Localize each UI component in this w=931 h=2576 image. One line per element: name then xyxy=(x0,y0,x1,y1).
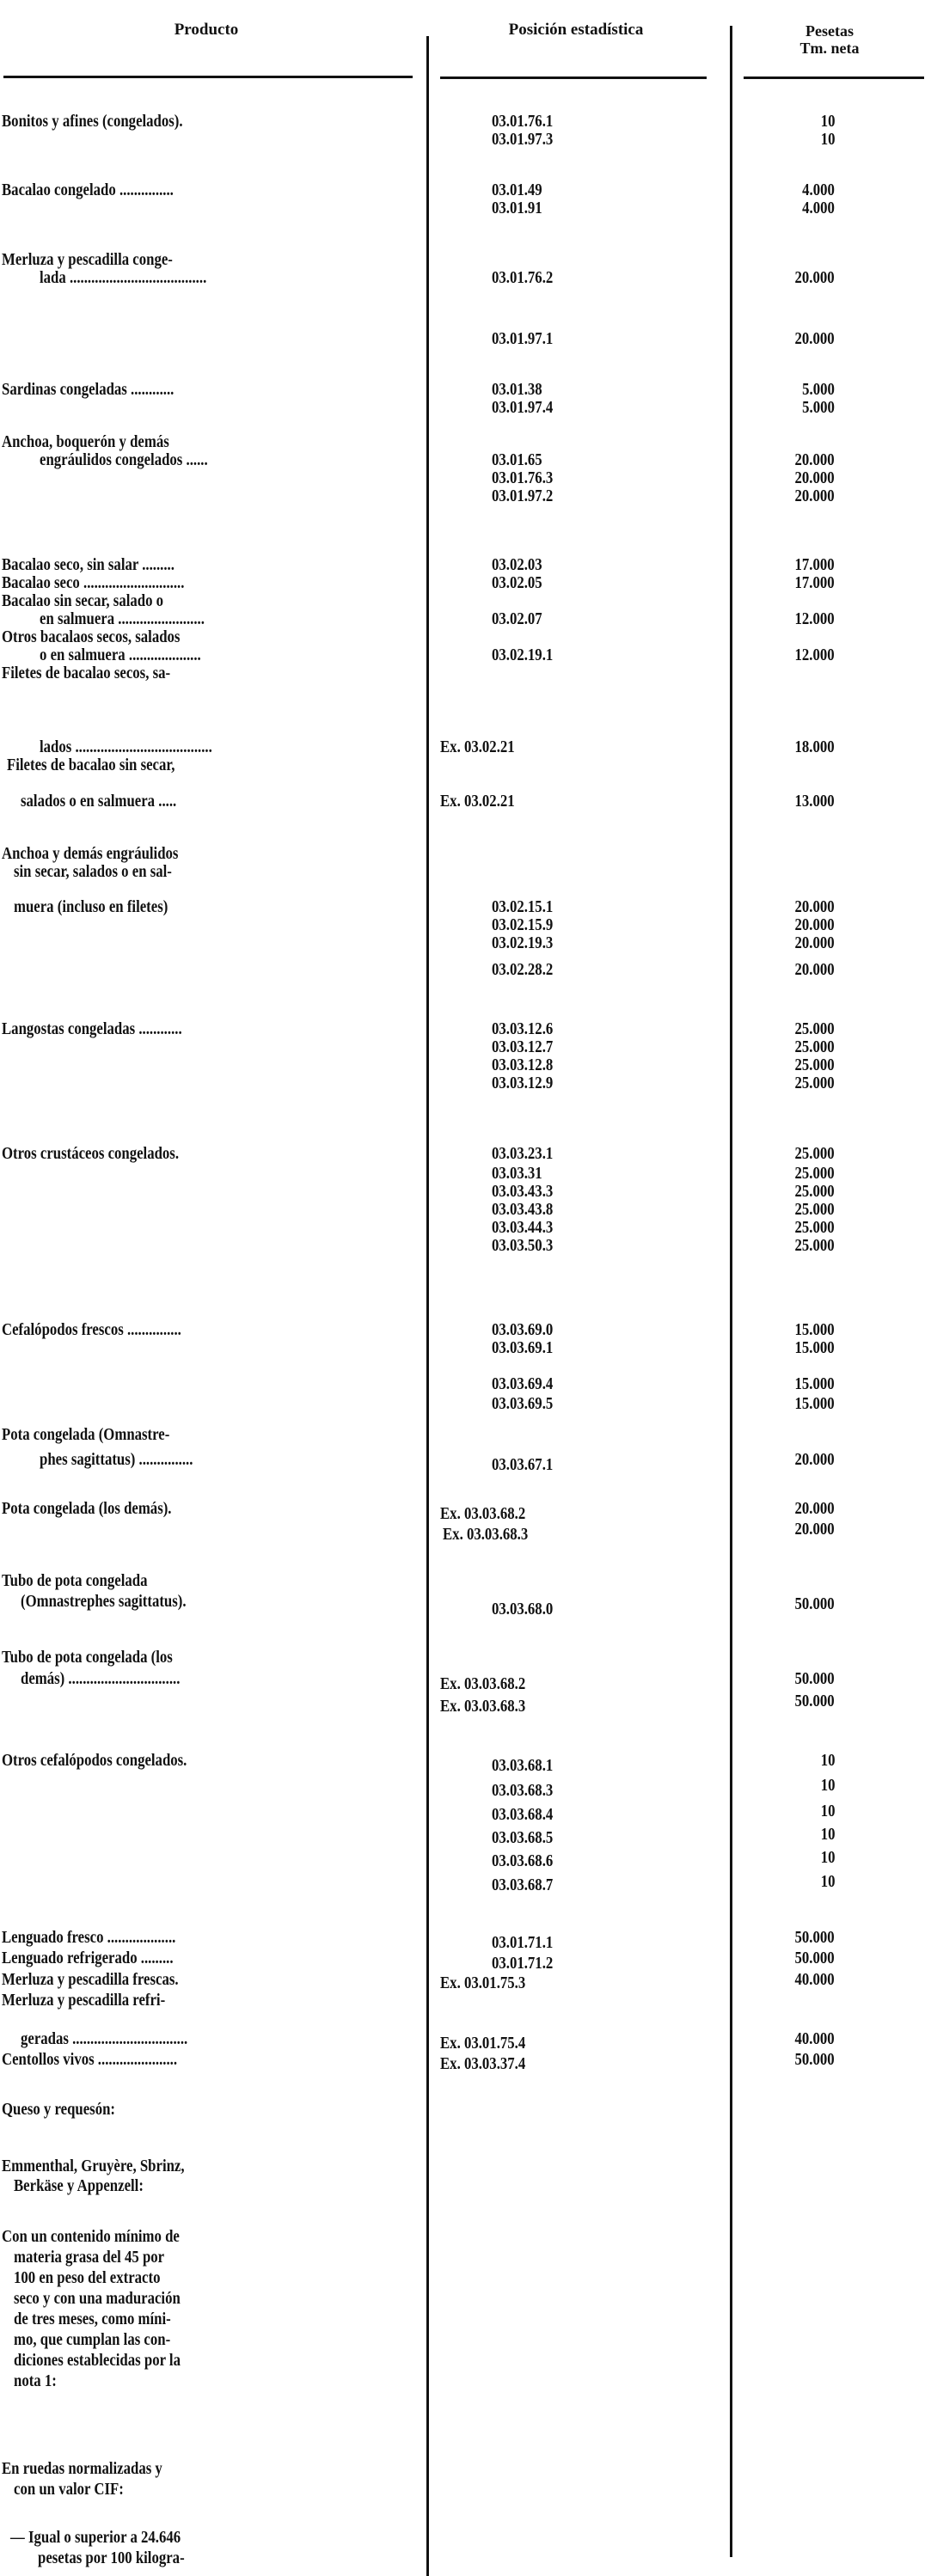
header-rule-pesetas xyxy=(744,76,924,79)
product-name: Tubo de pota congelada xyxy=(2,1572,148,1590)
statistical-position: 03.03.68.4 xyxy=(492,1806,554,1824)
text-line: seco y con una maduración xyxy=(14,2290,181,2308)
product-name: Sardinas congeladas ............ xyxy=(2,381,175,399)
text-line: de tres meses, como míni- xyxy=(14,2310,171,2328)
price-value: 20.000 xyxy=(794,898,835,916)
price-value: 20.000 xyxy=(794,961,835,979)
price-value: 50.000 xyxy=(794,1949,835,1967)
statistical-position: 03.03.68.0 xyxy=(492,1600,554,1618)
statistical-position: 03.03.68.3 xyxy=(492,1782,554,1800)
header-producto: Producto xyxy=(174,21,239,39)
statistical-position: Ex. 03.03.68.3 xyxy=(440,1698,526,1716)
price-value: 50.000 xyxy=(794,1670,835,1688)
price-value: 25.000 xyxy=(794,1020,835,1038)
price-value: 15.000 xyxy=(794,1395,835,1413)
statistical-position: 03.01.97.4 xyxy=(492,399,554,417)
statistical-position: 03.03.68.7 xyxy=(492,1876,554,1894)
text-line: pesetas por 100 kilogra- xyxy=(38,2549,185,2567)
product-name: Lenguado fresco ................... xyxy=(2,1929,176,1947)
statistical-position: 03.01.38 xyxy=(492,381,542,399)
product-name: Anchoa y demás engráulidos xyxy=(2,845,179,863)
price-value: 25.000 xyxy=(794,1237,835,1255)
product-name: Bacalao seco, sin salar ......... xyxy=(2,556,175,574)
statistical-position: 03.02.19.1 xyxy=(492,646,554,664)
price-value: 20.000 xyxy=(794,1451,835,1469)
price-value: 5.000 xyxy=(802,399,835,417)
statistical-position: 03.03.68.5 xyxy=(492,1829,554,1847)
statistical-position: 03.03.69.0 xyxy=(492,1321,554,1339)
text-line: mo, que cumplan las con- xyxy=(14,2331,171,2349)
statistical-position: 03.01.71.1 xyxy=(492,1934,554,1952)
price-value: 18.000 xyxy=(794,738,835,756)
price-value: 10 xyxy=(820,1802,835,1820)
statistical-position: 03.03.69.1 xyxy=(492,1339,554,1357)
statistical-position: 03.02.28.2 xyxy=(492,961,554,979)
price-value: 20.000 xyxy=(794,1500,835,1518)
header-pesetas: Pesetas xyxy=(805,22,854,40)
price-value: 25.000 xyxy=(794,1145,835,1163)
header-tm-neta: Tm. neta xyxy=(799,40,860,57)
price-value: 13.000 xyxy=(794,792,835,811)
price-value: 12.000 xyxy=(794,646,835,664)
price-value: 25.000 xyxy=(794,1201,835,1219)
price-value: 20.000 xyxy=(794,469,835,487)
statistical-position: Ex. 03.03.68.3 xyxy=(443,1526,529,1544)
price-value: 20.000 xyxy=(794,269,835,287)
price-value: 25.000 xyxy=(794,1165,835,1183)
product-name-cont: en salmuera ........................ xyxy=(40,610,205,628)
product-name-cont: (Omnastrephes sagittatus). xyxy=(21,1593,187,1611)
product-name: Bonitos y afines (congelados). xyxy=(2,113,183,131)
text-line: nota 1: xyxy=(14,2372,57,2390)
price-value: 40.000 xyxy=(794,1971,835,1989)
product-name: Tubo de pota congelada (los xyxy=(2,1649,173,1667)
price-value: 17.000 xyxy=(794,574,835,592)
statistical-position: 03.01.97.2 xyxy=(492,487,554,505)
statistical-position: 03.03.12.7 xyxy=(492,1038,554,1056)
header-rule-posicion xyxy=(440,76,707,79)
product-name: Merluza y pescadilla refri- xyxy=(2,1992,166,2010)
price-value: 10 xyxy=(820,113,835,131)
product-name: Bacalao congelado ............... xyxy=(2,181,174,199)
price-value: 20.000 xyxy=(794,330,835,348)
statistical-position: Ex. 03.01.75.3 xyxy=(440,1974,526,1992)
statistical-position: 03.02.15.1 xyxy=(492,898,554,916)
price-value: 10 xyxy=(820,1752,835,1770)
statistical-position: 03.01.65 xyxy=(492,451,542,469)
statistical-position: 03.01.76.3 xyxy=(492,469,554,487)
statistical-position: 03.02.15.9 xyxy=(492,916,554,934)
price-value: 17.000 xyxy=(794,556,835,574)
price-value: 50.000 xyxy=(794,1692,835,1710)
statistical-position: 03.02.07 xyxy=(492,610,542,628)
statistical-position: Ex. 03.03.37.4 xyxy=(440,2055,526,2073)
statistical-position: Ex. 03.02.21 xyxy=(440,738,515,756)
price-value: 4.000 xyxy=(802,199,835,217)
statistical-position: Ex. 03.01.75.4 xyxy=(440,2034,526,2053)
product-name: Filetes de bacalao secos, sa- xyxy=(2,664,171,682)
header-rule-producto xyxy=(3,76,413,78)
statistical-position: 03.01.49 xyxy=(492,181,542,199)
product-name-cont: salados o en salmuera ..... xyxy=(21,792,177,811)
statistical-position: 03.03.69.4 xyxy=(492,1375,554,1393)
price-value: 20.000 xyxy=(794,916,835,934)
price-value: 25.000 xyxy=(794,1219,835,1237)
statistical-position: 03.01.71.2 xyxy=(492,1955,554,1973)
text-line: Queso y requesón: xyxy=(2,2101,116,2119)
product-name-cont: muera (incluso en filetes) xyxy=(14,898,168,916)
product-name: Merluza y pescadilla frescas. xyxy=(2,1971,179,1989)
product-name-cont: demás) ............................... xyxy=(21,1670,181,1688)
product-name: Pota congelada (Omnastre- xyxy=(2,1426,170,1444)
product-name-cont: engráulidos congelados ...... xyxy=(40,451,208,469)
text-line: con un valor CIF: xyxy=(14,2481,124,2499)
statistical-position: 03.02.05 xyxy=(492,574,542,592)
text-line: Emmenthal, Gruyère, Sbrinz, xyxy=(2,2157,185,2175)
product-name: Anchoa, boquerón y demás xyxy=(2,433,169,451)
text-line: Con un contenido mínimo de xyxy=(2,2228,180,2246)
statistical-position: 03.01.97.1 xyxy=(492,330,554,348)
price-value: 20.000 xyxy=(794,934,835,952)
product-name-cont: geradas ................................ xyxy=(21,2030,188,2048)
price-value: 25.000 xyxy=(794,1074,835,1092)
statistical-position: 03.03.31 xyxy=(492,1165,542,1183)
product-name: Lenguado refrigerado ......... xyxy=(2,1949,174,1967)
product-name-cont: lada ...................................... xyxy=(40,269,207,287)
statistical-position: 03.03.23.1 xyxy=(492,1145,554,1163)
statistical-position: 03.01.97.3 xyxy=(492,131,554,149)
statistical-position: Ex. 03.02.21 xyxy=(440,792,515,811)
statistical-position: 03.02.03 xyxy=(492,556,542,574)
product-name: Filetes de bacalao sin secar, xyxy=(7,756,175,774)
text-line: Berkäse y Appenzell: xyxy=(14,2177,144,2195)
statistical-position: Ex. 03.03.68.2 xyxy=(440,1675,526,1693)
price-value: 10 xyxy=(820,1826,835,1844)
product-name-cont: o en salmuera .................... xyxy=(40,646,201,664)
product-name: Cefalópodos frescos ............... xyxy=(2,1321,181,1339)
product-name-cont: sin secar, salados o en sal- xyxy=(14,863,172,881)
statistical-position: 03.01.76.2 xyxy=(492,269,554,287)
statistical-position: 03.03.68.6 xyxy=(492,1852,554,1870)
product-name: Otros crustáceos congelados. xyxy=(2,1145,180,1163)
price-value: 50.000 xyxy=(794,1595,835,1613)
product-name: Langostas congeladas ............ xyxy=(2,1020,182,1038)
price-value: 10 xyxy=(820,1849,835,1867)
product-name: Otros bacalaos secos, salados xyxy=(2,628,181,646)
product-name-cont: phes sagittatus) ............... xyxy=(40,1451,193,1469)
statistical-position: 03.03.68.1 xyxy=(492,1757,554,1775)
product-name: Bacalao seco ............................ xyxy=(2,574,185,592)
price-value: 25.000 xyxy=(794,1056,835,1074)
product-name: Pota congelada (los demás). xyxy=(2,1500,172,1518)
product-name: Merluza y pescadilla conge- xyxy=(2,251,173,269)
statistical-position: 03.03.50.3 xyxy=(492,1237,554,1255)
price-value: 50.000 xyxy=(794,2051,835,2069)
statistical-position: 03.03.69.5 xyxy=(492,1395,554,1413)
price-value: 20.000 xyxy=(794,451,835,469)
statistical-position: 03.03.67.1 xyxy=(492,1456,554,1474)
statistical-position: 03.03.12.8 xyxy=(492,1056,554,1074)
price-value: 25.000 xyxy=(794,1038,835,1056)
price-value: 20.000 xyxy=(794,1521,835,1539)
product-name: Otros cefalópodos congelados. xyxy=(2,1752,187,1770)
statistical-position: 03.03.43.8 xyxy=(492,1201,554,1219)
price-value: 15.000 xyxy=(794,1375,835,1393)
text-line: materia grasa del 45 por xyxy=(14,2249,165,2267)
price-value: 20.000 xyxy=(794,487,835,505)
statistical-position: 03.02.19.3 xyxy=(492,934,554,952)
price-value: 10 xyxy=(820,1873,835,1891)
price-value: 15.000 xyxy=(794,1339,835,1357)
price-value: 4.000 xyxy=(802,181,835,199)
price-value: 15.000 xyxy=(794,1321,835,1339)
statistical-position: 03.03.44.3 xyxy=(492,1219,554,1237)
statistical-position: 03.03.43.3 xyxy=(492,1183,554,1201)
price-value: 5.000 xyxy=(802,381,835,399)
price-value: 12.000 xyxy=(794,610,835,628)
statistical-position: 03.01.91 xyxy=(492,199,542,217)
header-posicion-estadistica: Posición estadística xyxy=(508,21,644,39)
price-value: 10 xyxy=(820,131,835,149)
price-value: 10 xyxy=(820,1777,835,1795)
product-name-cont: lados ...................................... xyxy=(40,738,212,756)
price-value: 25.000 xyxy=(794,1183,835,1201)
statistical-position: 03.01.76.1 xyxy=(492,113,554,131)
column-divider-2 xyxy=(730,26,732,2557)
statistical-position: 03.03.12.9 xyxy=(492,1074,554,1092)
text-line: diciones establecidas por la xyxy=(14,2352,181,2370)
text-line: 100 en peso del extracto xyxy=(14,2269,161,2287)
price-value: 40.000 xyxy=(794,2030,835,2048)
statistical-position: Ex. 03.03.68.2 xyxy=(440,1505,526,1523)
text-line: — Igual o superior a 24.646 xyxy=(10,2529,181,2547)
text-line: En ruedas normalizadas y xyxy=(2,2460,162,2478)
price-value: 50.000 xyxy=(794,1929,835,1947)
product-name: Bacalao sin secar, salado o xyxy=(2,592,164,610)
statistical-position: 03.03.12.6 xyxy=(492,1020,554,1038)
product-name: Centollos vivos ...................... xyxy=(2,2051,178,2069)
